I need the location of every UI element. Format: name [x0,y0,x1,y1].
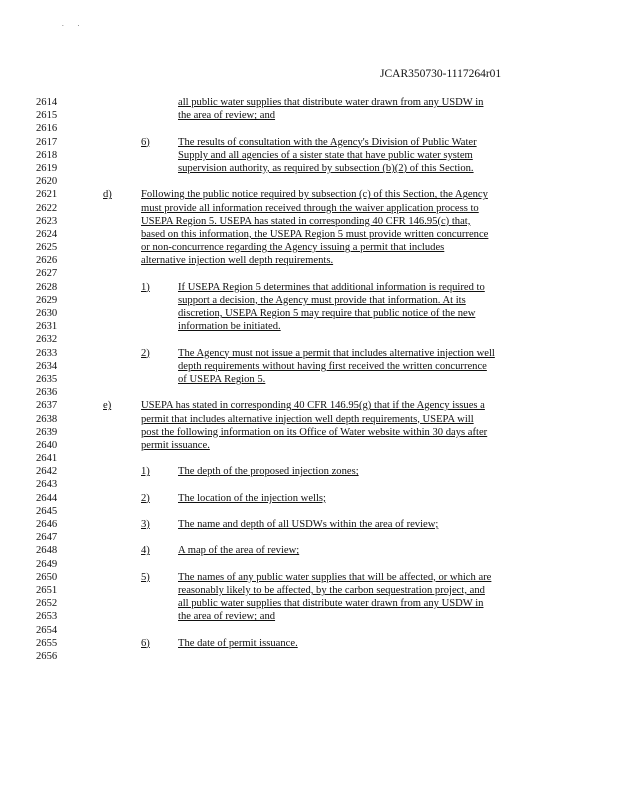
document-line [0,294,618,307]
document-line [0,399,618,412]
line-number: 2617 [36,136,58,148]
line-text: The results of consultation with the Agency's Division of Public Water [178,136,477,148]
document-line [0,241,618,254]
document-line [0,478,618,491]
document-line [0,188,618,201]
line-number: 2645 [36,505,58,517]
line-number: 2624 [36,228,58,240]
subsection-label: 2) [141,347,150,359]
document-line [0,597,618,610]
line-text: of USEPA Region 5. [178,373,266,385]
subsection-label: 2) [141,492,150,504]
document-line [0,149,618,162]
corner-mark: . . [62,20,86,28]
document-line [0,267,618,280]
line-number: 2636 [36,387,58,399]
document-line [0,544,618,557]
document-line [0,360,618,373]
line-number: 2625 [36,242,58,254]
line-number: 2635 [36,373,58,385]
line-number: 2650 [36,571,58,583]
document-line [0,610,618,623]
line-number: 2622 [36,202,58,214]
line-text: reasonably likely to be affected, by the carbon sequestration project, and [178,584,485,596]
line-number: 2652 [36,598,58,610]
line-number: 2623 [36,215,58,227]
line-number: 2651 [36,584,58,596]
subsection-label: 4) [141,545,150,557]
line-number: 2621 [36,189,58,201]
line-text: The date of permit issuance. [178,637,298,649]
line-number: 2618 [36,149,58,161]
line-number: 2654 [36,624,58,636]
line-text: Following the public notice required by subsection (c) of this Section, the Agency [141,189,488,201]
document-line [0,426,618,439]
line-text: discretion, USEPA Region 5 may require that public notice of the new [178,308,476,319]
line-number: 2648 [36,545,58,557]
document-line [0,307,618,320]
line-number: 2646 [36,519,58,530]
document-line [0,281,618,294]
document-line [0,518,618,531]
document-line [0,96,618,109]
line-number: 2629 [36,294,58,306]
line-number: 2655 [36,637,58,649]
subsection-label: 1) [141,281,150,293]
line-number: 2653 [36,611,58,623]
line-text: USEPA has stated in corresponding 40 CFR 146.95(g) that if the Agency issues a [141,400,485,412]
line-text: all public water supplies that distribute water drawn from any USDW in [178,97,484,108]
document-line [0,347,618,360]
line-text: USEPA Region 5. USEPA has stated in corresponding 40 CFR 146.95(c) that, [141,215,471,227]
document-line [0,122,618,135]
line-number: 2614 [36,97,58,108]
line-text: Supply and all agencies of a sister state that have public water system [178,149,473,161]
line-text: alternative injection well depth requirements. [141,255,334,267]
line-text: post the following information on its Office of Water website within 30 days after [141,426,488,438]
line-text: permit that includes alternative injection well depth requirements, USEPA will [141,413,474,425]
line-text: If USEPA Region 5 determines that additional information is required to [178,281,485,293]
line-number: 2644 [36,492,58,504]
document-line [0,136,618,149]
line-text: support a decision, the Agency must provide that information. At its [178,294,466,306]
document-line [0,571,618,584]
line-text: the area of review; and [178,611,276,623]
document-line [0,228,618,241]
subsection-label: e) [103,400,112,412]
line-text: or non-concurrence regarding the Agency issuing a permit that includes [141,242,445,254]
subsection-label: 5) [141,571,150,583]
document-line [0,492,618,505]
document-line [0,202,618,215]
line-number: 2626 [36,255,58,267]
line-number: 2616 [36,123,58,135]
subsection-label: 6) [141,136,150,148]
line-number: 2632 [36,334,58,346]
line-text: The depth of the proposed injection zones; [178,466,359,478]
line-text: A map of the area of review; [178,545,300,557]
document-line [0,333,618,346]
document-line [0,624,618,637]
document-line [0,215,618,228]
line-number: 2633 [36,347,58,359]
line-text: must provide all information received through the waiver application process to [141,202,479,214]
document-line [0,465,618,478]
subsection-label: 3) [141,519,150,530]
line-number: 2638 [36,413,58,425]
line-text: information be initiated. [178,321,281,333]
line-number: 2640 [36,439,58,451]
line-number: 2615 [36,110,58,122]
line-number: 2649 [36,558,58,570]
document-line [0,386,618,399]
line-number: 2642 [36,466,58,478]
line-text: depth requirements without having first received the written concurrence [178,360,487,372]
line-number: 2619 [36,162,58,174]
line-number: 2639 [36,426,58,438]
line-text: permit issuance. [141,439,210,451]
subsection-label: d) [103,189,112,201]
document-line [0,373,618,386]
line-text: all public water supplies that distribute water drawn from any USDW in [178,598,484,610]
document-line [0,584,618,597]
document-line [0,413,618,426]
line-text: supervision authority, as required by subsection (b)(2) of this Section. [178,162,474,174]
document-line [0,109,618,122]
line-number: 2631 [36,321,58,333]
line-number: 2656 [36,650,58,662]
line-number: 2647 [36,532,58,544]
subsection-label: 1) [141,466,150,478]
line-number: 2634 [36,360,58,372]
document-line [0,254,618,267]
document-line [0,558,618,571]
line-number: 2641 [36,453,58,465]
document-header-code: JCAR350730-1117264r01 [380,68,502,80]
line-number: 2620 [36,176,58,188]
subsection-label: 6) [141,637,150,649]
document-line [0,650,618,663]
line-number: 2643 [36,479,58,491]
line-number: 2628 [36,281,58,293]
line-text: The location of the injection wells; [178,492,326,504]
line-text: based on this information, the USEPA Region 5 must provide written concurrence [141,228,489,240]
line-number: 2637 [36,400,58,412]
line-text: The names of any public water supplies that will be affected, or which are [178,571,492,583]
document-line [0,531,618,544]
document-body [0,96,618,663]
document-line [0,439,618,452]
document-line [0,320,618,333]
document-line [0,452,618,465]
line-number: 2630 [36,308,58,319]
line-number: 2627 [36,268,58,280]
document-line [0,175,618,188]
document-line [0,637,618,650]
line-text: The Agency must not issue a permit that includes alternative injection well [178,347,495,359]
line-text: the area of review; and [178,110,276,122]
line-text: The name and depth of all USDWs within the area of review; [178,519,439,530]
document-line [0,505,618,518]
document-line [0,162,618,175]
